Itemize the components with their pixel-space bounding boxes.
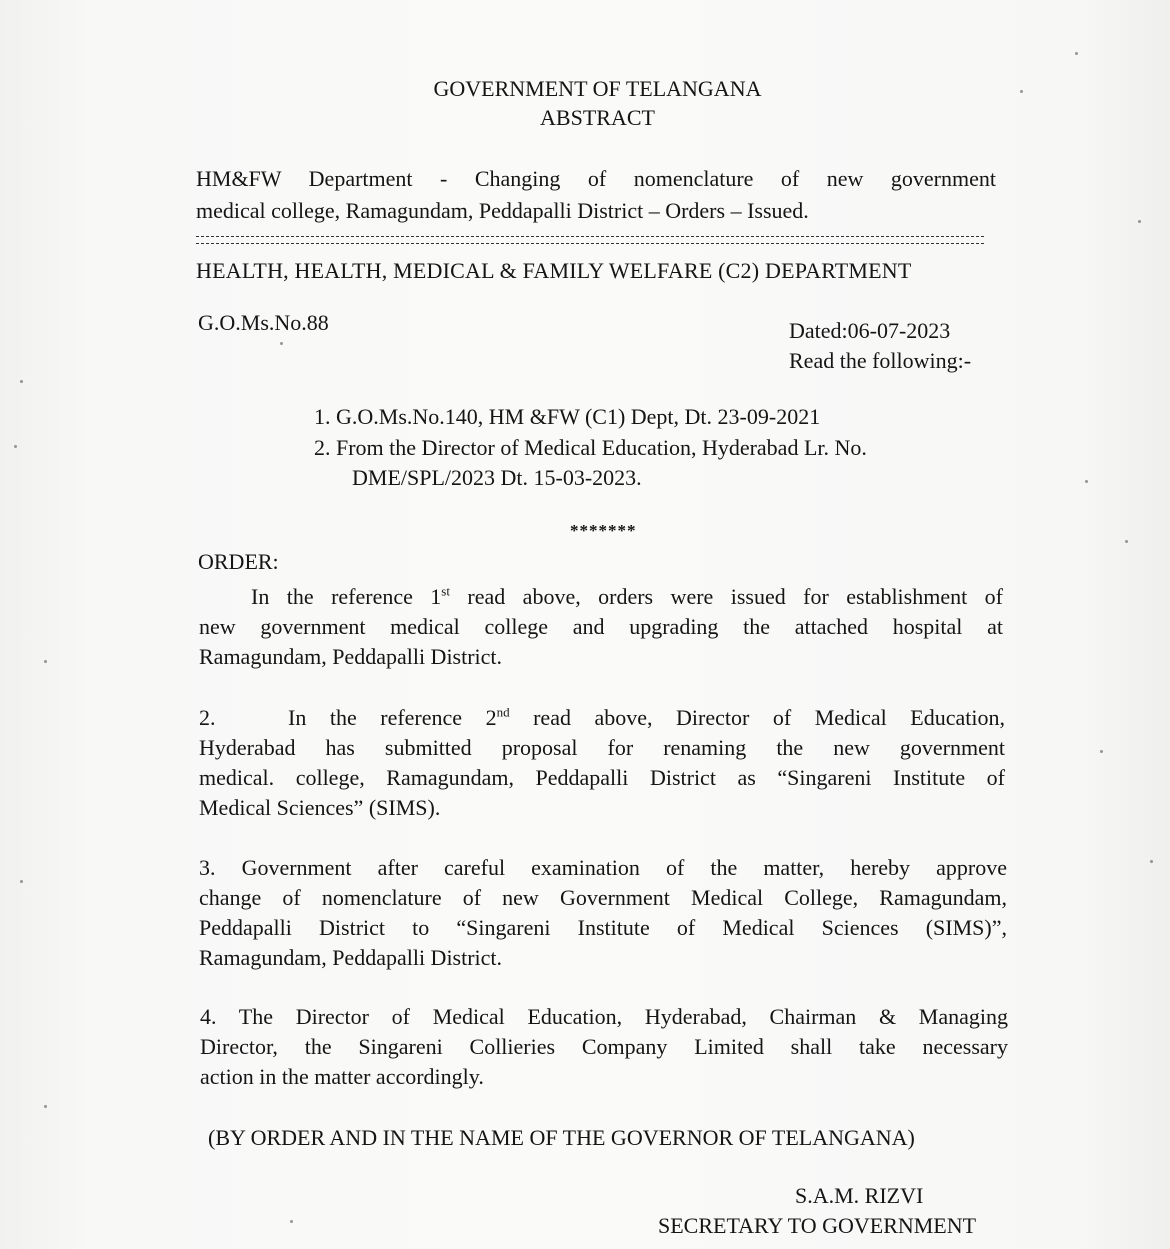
abstract-heading: ABSTRACT: [540, 105, 655, 130]
paragraph-line: new government medical college and upgrading the attached hospital at: [199, 614, 1003, 639]
scan-speck: [1125, 540, 1128, 543]
paragraph-line: medical. college, Ramagundam, Peddapalli District as “Singareni Institute of: [199, 765, 1005, 790]
signatory-title: SECRETARY TO GOVERNMENT: [658, 1213, 977, 1238]
scan-speck: [1085, 480, 1088, 483]
paragraph-line: change of nomenclature of new Government Medical College, Ramagundam,: [199, 885, 1007, 910]
paragraph-line: Hyderabad has submitted proposal for renaming the new government: [199, 735, 1005, 760]
scan-speck: [1138, 220, 1141, 223]
dashed-divider: [196, 243, 984, 244]
p1-text-b: read above, orders were issued for establishment of: [449, 584, 1003, 609]
scan-speck: [1100, 750, 1103, 753]
asterisk-separator: *******: [570, 521, 637, 540]
ordinal-sup: st: [441, 583, 450, 599]
scan-speck: [44, 660, 47, 663]
government-heading: GOVERNMENT OF TELANGANA: [433, 76, 762, 101]
dashed-divider: [196, 236, 984, 237]
scan-speck: [44, 1105, 47, 1108]
subject-block: [196, 164, 996, 194]
paragraph-line: Peddapalli District to “Singareni Institute of Medical Sciences (SIMS)”,: [199, 915, 1007, 940]
paragraph-line: action in the matter accordingly.: [200, 1064, 484, 1089]
scan-speck: [1150, 860, 1153, 863]
go-number: G.O.Ms.No.88: [198, 310, 329, 335]
signatory-name: S.A.M. RIZVI: [795, 1183, 924, 1208]
paragraph-line: Director, the Singareni Collieries Company Limited shall take necessary: [200, 1034, 1008, 1059]
read-following-label: Read the following:-: [789, 348, 972, 373]
scan-speck: [20, 380, 23, 383]
reference-2-line-1: 2. From the Director of Medical Education, Hyderabad Lr. No.: [314, 435, 867, 460]
subject-line-2: medical college, Ramagundam, Peddapalli District – Orders – Issued.: [196, 198, 809, 223]
order-paragraph-4: [200, 1002, 1008, 1092]
paragraph-line: Ramagundam, Peddapalli District.: [199, 644, 503, 669]
scan-speck: [1020, 90, 1023, 93]
order-heading: ORDER:: [198, 549, 279, 574]
order-paragraph-2: [199, 703, 1005, 823]
order-paragraph-3: [199, 853, 1007, 973]
order-paragraph-1: [199, 582, 1003, 672]
p2-text-b: read above, Director of Medical Education,: [509, 705, 1005, 730]
ordinal-sup: nd: [496, 704, 510, 720]
paragraph-line: Medical Sciences” (SIMS).: [199, 795, 441, 820]
p2-text-a: In the reference 2: [288, 705, 497, 730]
by-order-line: (BY ORDER AND IN THE NAME OF THE GOVERNOR OF TELANGANA): [208, 1125, 915, 1150]
scan-speck: [20, 880, 23, 883]
p1-text-a: In the reference 1: [251, 584, 442, 609]
department-heading: HEALTH, HEALTH, MEDICAL & FAMILY WELFARE (C2) DEPARTMENT: [196, 258, 912, 283]
reference-2-line-2: DME/SPL/2023 Dt. 15-03-2023.: [352, 465, 642, 490]
scan-speck: [1075, 52, 1078, 55]
reference-1: 1. G.O.Ms.No.140, HM &FW (C1) Dept, Dt. 23-09-2021: [314, 404, 821, 429]
scan-speck: [280, 342, 283, 345]
subject-line-1: HM&FW Department - Changing of nomenclature of new government: [196, 166, 996, 191]
scan-speck: [290, 1220, 293, 1223]
dated-label: Dated:06-07-2023: [789, 318, 951, 343]
paragraph-line: [199, 703, 1005, 733]
paragraph-line: 3. Government after careful examination of the matter, hereby approve: [199, 855, 1007, 880]
p2-number: 2.: [199, 705, 216, 730]
paragraph-line: Ramagundam, Peddapalli District.: [199, 945, 503, 970]
paragraph-line: [199, 582, 1003, 612]
paragraph-line: 4. The Director of Medical Education, Hyderabad, Chairman & Managing: [200, 1004, 1008, 1029]
scan-speck: [14, 445, 17, 448]
